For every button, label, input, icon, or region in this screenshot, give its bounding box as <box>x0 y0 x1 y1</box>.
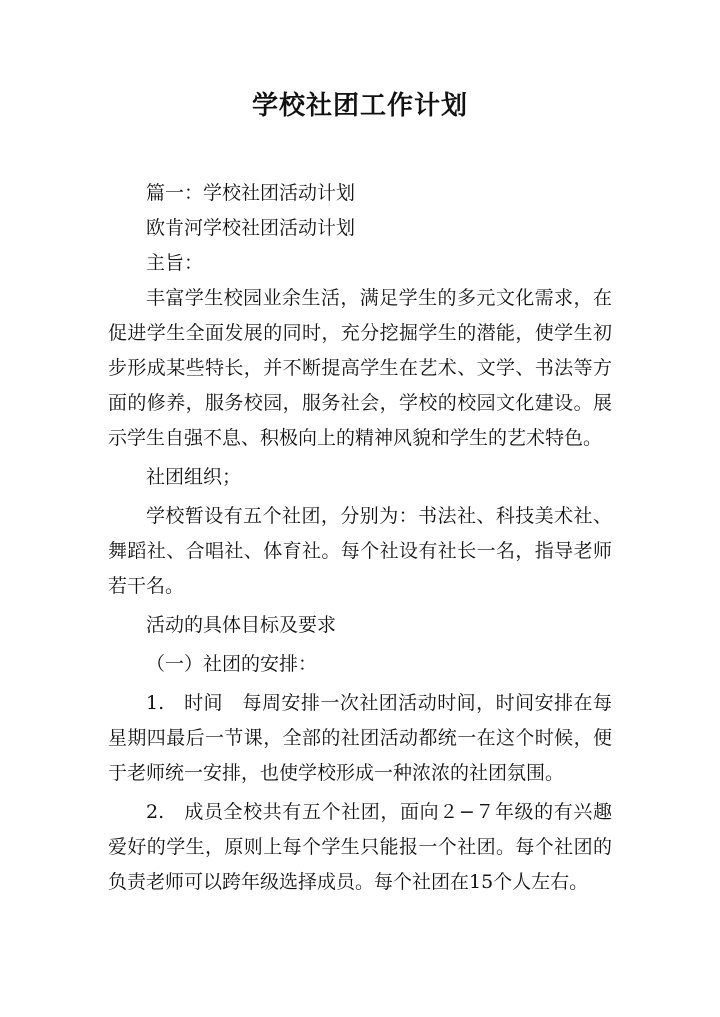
goals-heading: 活动的具体目标及要求 <box>146 614 337 636</box>
purpose-heading: 主旨： <box>146 252 204 274</box>
plan-name: 欧肯河学校社团活动计划 <box>146 217 356 239</box>
organization-paragraph: 学校暂设有五个社团，分别为：书法社、科技美术社、舞蹈社、合唱社、体育社。每个社设有社长一名，指导老师若干名。 <box>108 505 612 597</box>
organization-heading: 社团组织； <box>146 466 242 488</box>
purpose-paragraph: 丰富学生校园业余生活，满足学生的多元文化需求，在促进学生全面发展的同时，充分挖掘学生的潜能，使学生初步形成某些特长，并不断提高学生在艺术、文学、书法等方面的修养，服务校园，服务社会，学校的校园文化建设。展示学生自强不息、积极向上的精神风貌和学生的艺术特色。 <box>108 287 612 449</box>
document-title: 学校社团工作计划 <box>251 91 468 121</box>
arrangement-heading: （一）社团的安排： <box>146 653 318 675</box>
time-paragraph: 1. 时间 每周安排一次社团活动时间，时间安排在每星期四最后一节课，全部的社团活动都统一在这个时候，便于老师统一安排，也使学校形成一种浓浓的社团氛围。 <box>108 692 612 784</box>
section-heading: 篇一：学校社团活动计划 <box>146 182 356 204</box>
members-paragraph: 2. 成员全校共有五个社团，面向２−７年级的有兴趣爱好的学生，原则上每个学生只能报一个社团。每个社团的负责老师可以跨年级选择成员。每个社团在15个人左右。 <box>108 801 612 893</box>
document-body <box>108 176 612 900</box>
